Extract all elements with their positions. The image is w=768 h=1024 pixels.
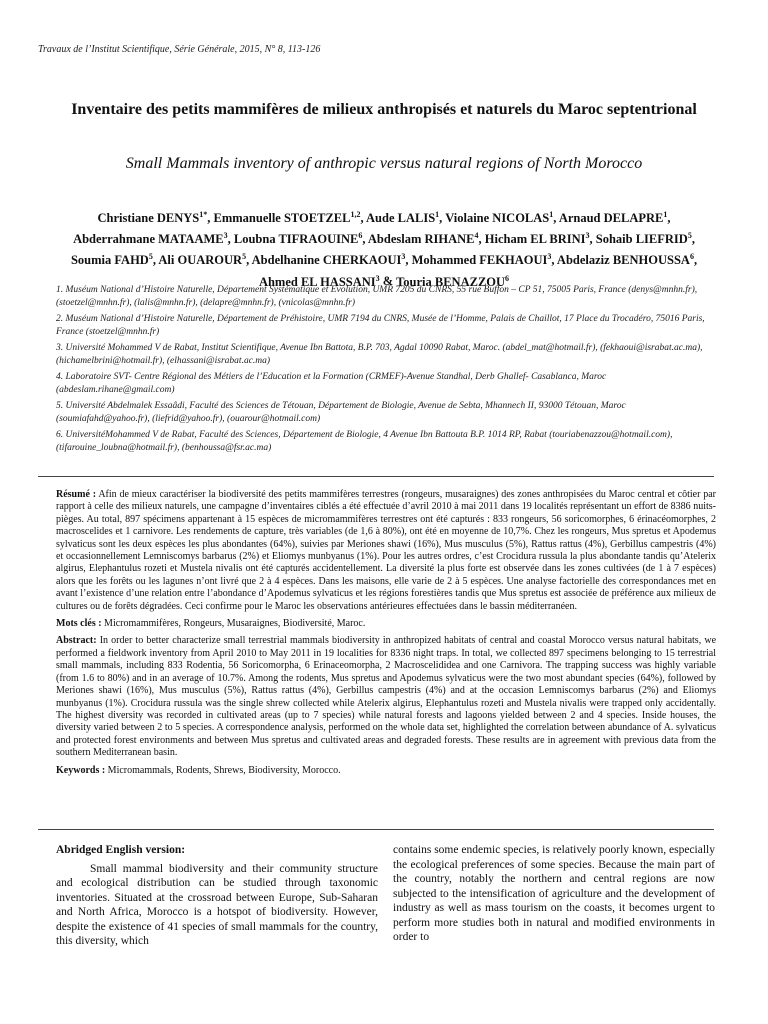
author-name: Loubna TIFRAOUINE$^6$: [233, 231, 363, 247]
author-name: Abdelhanine CHERKAOUI$^3$: [251, 252, 406, 268]
author-name: Emmanuelle STOETZEL$^{1,2}$: [213, 210, 361, 226]
body-paragraph-right: contains some endemic species, is relatively poorly known, especially the ecological preferences of some species. Because the main part of the country, notably the northern and central regions are now subjected to the intensification of agriculture and the development of industry as well as mass tourism on the coasts, it becomes urgent to perform more studies both in natural and modified environments in order to: [393, 844, 715, 943]
author-affiliation-mark: 6: [505, 273, 510, 283]
keywords-text: Micromammals, Rodents, Shrews, Biodiversity, Morocco.: [107, 764, 341, 776]
paper-subtitle: Small Mammals inventory of anthropic versus natural regions of North Morocco: [125, 155, 643, 172]
resume-paragraph: [56, 489, 716, 613]
keywords-label: Keywords :: [56, 764, 106, 776]
abstract-paragraph: [56, 635, 716, 759]
affiliations: [56, 284, 716, 458]
author-name: Soumia FAHD$^5$: [70, 252, 153, 268]
affiliation-6: 6. UniversitéMohammed V de Rabat, Faculté des Sciences, Département de Biologie, 4 Avenue Ibn Battouta B.P. 1014 RP, Rabat (touriabenazzou@hotmail.com), (tifarouine_loubna@hotmail.fr), (benhoussa@fsr.ac.ma): [56, 430, 673, 453]
author-affiliation-mark: 3: [547, 252, 552, 262]
author-affiliation-mark: 3: [375, 273, 380, 283]
author-name: Violaine NICOLAS$^1$: [445, 210, 554, 226]
abstract-label: Abstract:: [56, 635, 97, 647]
author-name: Aude LALIS$^1$: [366, 210, 440, 226]
affiliation-1: 1. Muséum National d’Histoire Naturelle, Département Systématique et Evolution, UMR 7205 du CNRS, 55 rue Buffon – CP 51, 75005 Paris, France (denys@mnhn.fr), (stoetzel@mnhn.fr), (lalis@mnhn.fr), (delapre@mnhn.fr), (vnicolas@mnhn.fr): [56, 285, 698, 308]
affiliation-5: 5. Université Abdelmalek Essaâdi, Faculté des Sciences de Tétouan, Département de Biologie, Avenue de Sebta, Mhannech II, 93000 Tétouan, Maroc (soumiafahd@yahoo.fr), (liefrid@yahoo.fr), (ouarour@hotmail.com): [56, 401, 626, 424]
author-affiliation-mark: 1: [435, 210, 440, 219]
affiliation-3: 3. Université Mohammed V de Rabat, Institut Scientifique, Avenue Ibn Battota, B.P. 703, Agdal 10090 Rabat, Maroc. (abdel_mat@hotmail.fr), (fekhaoui@israbat.ac.ma), (hichamelbrini@hotmail.fr), (elhassani@israbat.ac.ma): [56, 343, 703, 366]
body-paragraph-left: Small mammal biodiversity and their community structure and ecological distribution can be studied through taxonomic inventories. Situated at the crossroad between Europe, Sub-Saharan and North Africa, Morocco is a hotspot of biodiversity. However, despite the existence of 41 species of small mammals for the country, this diversity, which: [56, 862, 378, 947]
author-name: Ahmed EL HASSANI$^3$: [258, 273, 380, 289]
author-affiliation-mark: 4: [474, 231, 479, 241]
author-affiliation-mark: 1: [549, 210, 554, 219]
paper-title: Inventaire des petits mammifères de milieux anthropisés et naturels du Maroc septentrional: [71, 101, 697, 118]
divider-bottom: [38, 829, 714, 830]
author-name: Sohaib LIEFRID$^5$: [595, 231, 692, 247]
author-name: Touria BENAZZOU$^6$: [396, 273, 510, 289]
author-name: Abderrahmane MATAAME$^3$: [73, 231, 228, 247]
author-affiliation-mark: 6: [689, 252, 694, 262]
author-name: Hicham EL BRINI$^3$: [484, 231, 590, 247]
mots-cles-label: Mots clés :: [56, 618, 102, 630]
resume-text: Afin de mieux caractériser la biodiversité des petits mammifères terrestres (rongeurs, musaraignes) des zones anthropisées du Maroc central et côtier par rapport à celle des milieux naturels, une campagne d’inventaires ciblés a été effectuée d’avril 2010 à mai 2011 dans 19 localités représentant un effort de 8386 nuits-pièges. Au total, 897 spécimens appartenant à 15 espèces de micromammifères terrestres ont été capturés : 833 rongeurs, 56 soricomorphes, 6 érinacéomorphes, 2 macroscelides et 1 carnivore. Les rendements de capture, très variables (de 1,6 à 80%), ont été en moyenne de 10,7%. Chez les rongeurs, Mus spretus et Apodemus sylvaticus sont les deux espèces les plus abondantes (64%), suivies par Meriones shawi (16%), Mus musculus (5%), Rattus rattus (4%), Gerbillus campestris (4%) et occasionnellement Lemniscomys barbarus (2%) et Eliomys munbyanus (1%). Pour les autres ordres, c’est Crocidura russula la plus abondante tandis qu’Atelerix algirus, Elephantulus rozeti et Mustela nivalis ont été capturés accidentellement. La diversité la plus forte est observée dans les zones cultivées (de 1 à 7 espèces) alors que les forêts ou les lagunes n’ont livré que 2 à 4 espèces. Dans les maisons, elle varie de 2 à 5 espèces. Une analyse factorielle des correspondances met en avant l’existence d’une relation entre l’abondance d’Apodemus sylvaticus et les régions forestières tandis que Mus spretus est associée de préférence aux milieux de cultures ou de forêts dégradées. Ceci confirme pour le Maroc les observations antérieures effectuées dans le bassin méditerranéen.: [56, 489, 717, 612]
author-affiliation-mark: 3: [223, 231, 228, 241]
author-list: Christiane $DENYS^{1*}$, Emmanuelle STOETZEL$^{1,2}$, Aude LALIS$^1$, Violaine NICOLAS$^1$, Arnaud DELAPRE$^1$, Abderrahmane MATAAME$^3$, Loubna TIFRAOUINE$^6$, Abdeslam RIHANE$^4$, Hicham EL BRINI$^3$, Sohaib LIEFRID$^5$, Soumia FAHD$^5$, Ali OUAROUR$^5$, Abdelhanine CHERKAOUI$^3$, Mohammed FEKHAOUI$^3$, Abdelaziz BENHOUSSA$^6$, Ahmed EL HASSANI$^3$ & Touria BENAZZOU$^6$: [70, 210, 698, 289]
author-affiliation-mark: 1,2: [350, 210, 361, 219]
author-affiliation-mark: 3: [585, 231, 590, 241]
author-affiliation-mark: 5: [687, 231, 692, 241]
body-column-left: [56, 843, 378, 949]
author-affiliation-mark: 1: [663, 210, 668, 219]
author-name: Christiane $DENYS^{1*}$: [97, 210, 208, 226]
abstract-text: In order to better characterize small terrestrial mammals biodiversity in anthropized habitats of central and coastal Morocco versus natural habitats, we performed a fieldwork inventory from April 2010 to May 2011 in 19 localities for 8336 night traps. In total, we collected 897 specimens belonging to 15 terrestrial small mammals, including 833 Rodentia, 56 Soricomorpha, 6 Erinaceomorpha, 2 Macroscelididea and one Carnivora. The trapping success was highly variable (from 1.6 to 80%) and in an average of 10.7%. Among the rodents, Mus spretus and Apodemus sylvaticus were the two most abundant species (64%), followed by Meriones shawi (16%), Mus musculus (5%), Rattus rattus (4%), Gerbillus campestris (4%) and at the occasion Lemniscomys barbarus (2%) and Eliomys munbyanus (1%). Crocidura russula was the single shrew collected while Atelerix algirus, Elephantulus rozeti and Mustela nivalis were trapped only accidentally. The highest diversity was recorded in cultivated areas (up to 7 species) while natural forests and lagoons yielded between 2 and 4 species. Inside houses, the diversity varied between 2 to 5 species. A correspondence analysis, performed on the whole data set, highlighted the correlation between abundance of A. sylvaticus and protected forest environments and between Mus spretus and cultivated areas and degraded forests. These results are in agreement with previous data from the southern Mediterranean basin.: [56, 635, 717, 759]
divider-top: [38, 476, 714, 477]
mots-cles-text: Micromammifères, Rongeurs, Musaraignes, Biodiversité, Maroc.: [104, 618, 366, 630]
author-name: Ali OUAROUR$^5$: [158, 252, 247, 268]
author-name: Abdeslam RIHANE$^4$: [367, 231, 479, 247]
author-name: Arnaud DELAPRE$^1$: [558, 210, 668, 226]
author-affiliation-mark: 5: [242, 252, 247, 262]
body-column-right: [393, 843, 715, 945]
mots-cles-paragraph: [56, 618, 716, 630]
author-affiliation-mark: 5: [148, 252, 153, 262]
keywords-paragraph: [56, 765, 716, 777]
author-affiliation-mark: 3: [401, 252, 406, 262]
affiliation-2: 2. Muséum National d’Histoire Naturelle, Département de Préhistoire, UMR 7194 du CNRS, Musée de l’Homme, Palais de Chaillot, 17 Place du Trocadéro, 75016 Paris, France (stoetzel@mnhn.fr): [56, 314, 705, 337]
journal-header: Travaux de l’Institut Scientifique, Série Générale, 2015, N° 8, 113-126: [38, 44, 321, 55]
resume-label: Résumé :: [56, 489, 97, 500]
author-name: Abdelaziz BENHOUSSA$^6$: [556, 252, 694, 268]
author-name: Mohammed FEKHAOUI$^3$: [411, 252, 552, 268]
author-affiliation-mark: 1*: [199, 210, 208, 219]
abstract-section: [56, 489, 716, 782]
section-heading: Abridged English version:: [56, 844, 186, 856]
affiliation-4: 4. Laboratoire SVT- Centre Régional des Métiers de l’Education et la Formation (CRMEF)-Avenue Standhal, Derb Ghallef- Casablanca, Maroc (abdeslam.rihane@gmail.com): [56, 372, 607, 395]
author-affiliation-mark: 6: [358, 231, 363, 241]
